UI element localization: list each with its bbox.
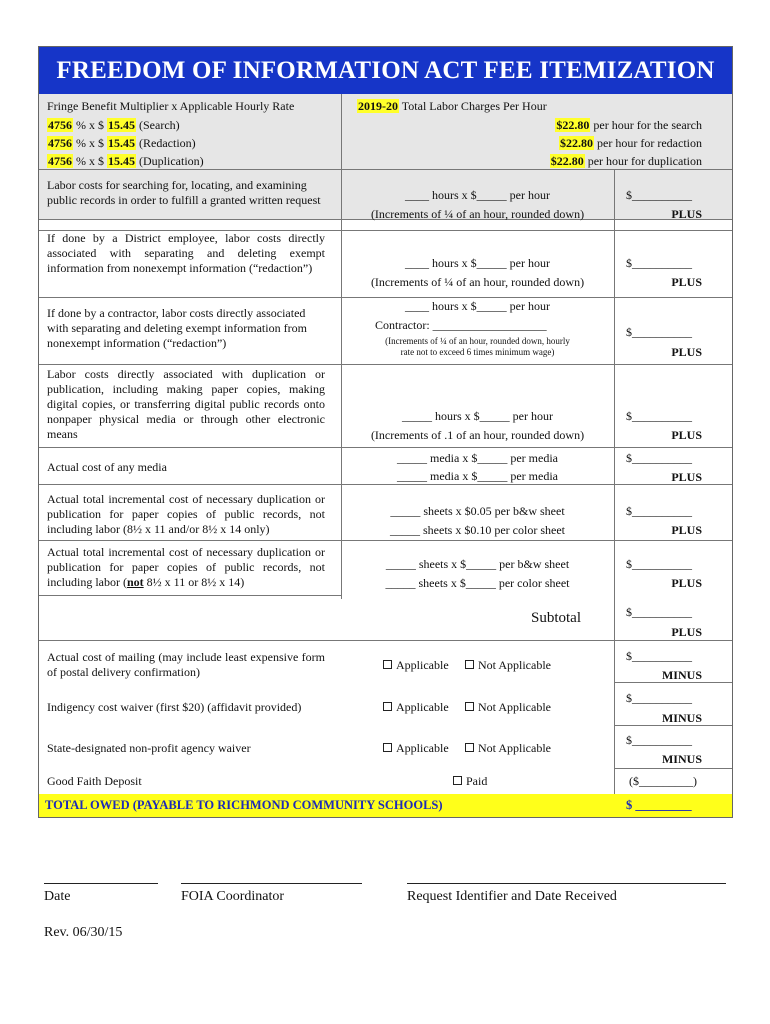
form-title: FREEDOM OF INFORMATION ACT FEE ITEMIZATION <box>39 47 732 95</box>
indigency-applicable[interactable] <box>383 700 449 715</box>
charge-search <box>555 118 702 133</box>
checkbox-icon[interactable] <box>383 702 392 711</box>
contractor-redaction-amount: $__________ <box>626 325 692 339</box>
option-label: Not Applicable <box>478 700 551 714</box>
media-desc: Actual cost of any media <box>47 460 167 474</box>
divider <box>39 540 732 541</box>
contractor-redaction-desc: If done by a contractor, labor costs directly associated with separating and deleting exempt information from nonexempt information (“redaction”) <box>47 306 307 350</box>
duplication-labor-desc: Labor costs directly associated with duplication or publication, including making paper copies, making digital copies, or transferring digital public records onto nonpaper physical media or through other electronic means <box>47 367 325 441</box>
mailing-desc: Actual cost of mailing (may include least expensive form of postal delivery confirmation) <box>47 650 325 679</box>
mailing-not-applicable[interactable] <box>465 658 551 673</box>
hourly-rate: 15.45 <box>108 154 135 168</box>
rate-kind: (Duplication) <box>139 154 204 168</box>
district-redaction-calc: ____ hours x $_____ per hour <box>405 256 550 270</box>
contractor-redaction-note2: rate not to exceed 6 times minimum wage) <box>400 347 555 357</box>
rate-operator: % x $ <box>76 118 104 132</box>
hourly-rate: 15.45 <box>108 118 135 132</box>
divider <box>39 640 341 641</box>
district-redaction-note: (Increments of ¼ of an hour, rounded down) <box>370 275 585 289</box>
deposit-amount: ($_________) <box>629 774 697 788</box>
coordinator-signature-line[interactable] <box>181 883 362 884</box>
rate-right-header-label: Total Labor Charges Per Hour <box>401 99 547 113</box>
nonprofit-op: MINUS <box>661 752 702 766</box>
dup-standard-amount: $__________ <box>626 504 692 518</box>
divider <box>341 640 732 641</box>
date-label: Date <box>44 889 71 904</box>
search-op: PLUS <box>671 207 702 221</box>
nonprofit-desc: State-designated non-profit agency waiver <box>47 741 251 755</box>
dup-standard-calc-2: _____ sheets x $0.10 per color sheet <box>390 523 565 537</box>
option-label: Applicable <box>396 741 449 755</box>
duplication-labor-amount: $__________ <box>626 409 692 423</box>
option-label: Paid <box>466 774 488 788</box>
checkbox-icon[interactable] <box>383 743 392 752</box>
subtotal-op: PLUS <box>671 625 702 639</box>
media-amount: $__________ <box>626 451 692 465</box>
contractor-redaction-op: PLUS <box>671 345 702 359</box>
media-op: PLUS <box>671 470 702 484</box>
dup-nonstandard-calc-2: _____ sheets x $_____ per color sheet <box>385 576 570 590</box>
checkbox-icon[interactable] <box>465 660 474 669</box>
dup-nonstandard-calc-1: _____ sheets x $_____ per b&w sheet <box>385 557 570 571</box>
district-redaction-amount: $__________ <box>626 256 692 270</box>
search-note: (Increments of ¼ of an hour, rounded down) <box>370 207 585 221</box>
indigency-not-applicable[interactable] <box>465 700 551 715</box>
nonprofit-amount: $__________ <box>626 733 692 747</box>
rate-row-search <box>47 118 180 133</box>
dup-nonstandard-desc <box>47 545 325 590</box>
divider <box>341 94 342 169</box>
nonprofit-not-applicable[interactable] <box>465 741 551 756</box>
divider <box>39 297 732 298</box>
rate-left-header: Fringe Benefit Multiplier x Applicable Hourly Rate <box>47 99 295 113</box>
checkbox-icon[interactable] <box>383 660 392 669</box>
mailing-applicable[interactable] <box>383 658 449 673</box>
charge-duplication <box>550 154 702 169</box>
search-calc: ____ hours x $_____ per hour <box>405 188 550 202</box>
total-owed-amount: $ _________ <box>626 798 692 812</box>
indigency-op: MINUS <box>661 711 702 725</box>
contractor-name-field[interactable]: Contractor: ___________________ <box>375 318 547 332</box>
divider <box>39 364 732 365</box>
checkbox-icon[interactable] <box>465 743 474 752</box>
indigency-desc: Indigency cost waiver (first $20) (affidavit provided) <box>47 700 302 714</box>
total-owed-row <box>39 794 732 817</box>
charge-text: per hour for duplication <box>587 154 702 168</box>
request-label: Request Identifier and Date Received <box>407 889 617 904</box>
divider <box>614 768 732 769</box>
charge-amount: $22.80 <box>550 154 584 168</box>
divider <box>614 169 615 599</box>
charge-amount: $22.80 <box>556 118 590 132</box>
date-signature-line[interactable] <box>44 883 158 884</box>
mailing-op: MINUS <box>661 668 702 682</box>
fiscal-year: 2019-20 <box>358 99 398 113</box>
dup-nonstandard-desc-post: 8½ x 11 or 8½ x 14) <box>143 575 245 589</box>
charge-text: per hour for redaction <box>597 136 702 150</box>
duplication-labor-note: (Increments of .1 of an hour, rounded down) <box>370 428 585 442</box>
fee-itemization-form <box>38 46 733 818</box>
divider <box>614 599 615 794</box>
checkbox-icon[interactable] <box>453 776 462 785</box>
rate-right-header <box>357 99 547 114</box>
charge-amount: $22.80 <box>560 136 594 150</box>
dup-nonstandard-amount: $__________ <box>626 557 692 571</box>
dup-standard-op: PLUS <box>671 523 702 537</box>
contractor-redaction-calc: ____ hours x $_____ per hour <box>405 299 550 313</box>
rate-row-duplication <box>47 154 204 169</box>
divider <box>39 595 341 596</box>
deposit-paid[interactable] <box>453 774 487 789</box>
divider <box>39 447 732 448</box>
hourly-rate: 15.45 <box>108 136 135 150</box>
fringe-percent: 4756 <box>48 154 72 168</box>
charge-text: per hour for the search <box>593 118 702 132</box>
revision-date: Rev. 06/30/15 <box>44 925 123 940</box>
option-label: Applicable <box>396 700 449 714</box>
coordinator-label: FOIA Coordinator <box>181 889 285 904</box>
contractor-redaction-note1: (Increments of ¼ of an hour, rounded down, hourly <box>385 336 570 346</box>
request-id-line[interactable] <box>407 883 726 884</box>
search-amount: $__________ <box>626 188 692 202</box>
subtotal-label: Subtotal <box>531 610 582 626</box>
dup-nonstandard-desc-pre: Actual total incremental cost of necessary duplication or publication for paper copies of public records, not including labor ( <box>47 545 325 589</box>
dup-nonstandard-not: not <box>126 575 144 589</box>
option-label: Not Applicable <box>478 658 551 672</box>
fringe-percent: 4756 <box>48 136 72 150</box>
dup-nonstandard-op: PLUS <box>671 576 702 590</box>
district-redaction-op: PLUS <box>671 275 702 289</box>
mailing-amount: $__________ <box>626 649 692 663</box>
dup-standard-calc-1: _____ sheets x $0.05 per b&w sheet <box>390 504 565 518</box>
duplication-labor-calc: _____ hours x $_____ per hour <box>402 409 553 423</box>
deposit-desc: Good Faith Deposit <box>47 774 142 788</box>
option-label: Applicable <box>396 658 449 672</box>
checkbox-icon[interactable] <box>465 702 474 711</box>
dup-standard-desc: Actual total incremental cost of necessary duplication or publication for paper copies of public records, not including labor (8½ x 11 and/or 8½ x 14 only) <box>47 492 325 536</box>
rate-operator: % x $ <box>76 154 104 168</box>
option-label: Not Applicable <box>478 741 551 755</box>
media-calc-2: _____ media x $_____ per media <box>397 469 558 483</box>
fringe-percent: 4756 <box>48 118 72 132</box>
charge-redaction <box>559 136 702 151</box>
search-labor-desc: Labor costs for searching for, locating, and examining public records in order to fulfill a granted written request <box>47 178 321 207</box>
divider <box>39 169 732 170</box>
subtotal-amount: $__________ <box>626 605 692 619</box>
rate-operator: % x $ <box>76 136 104 150</box>
rate-row-redaction <box>47 136 196 151</box>
district-redaction-desc: If done by a District employee, labor costs directly associated with separating and deleting exempt information from nonexempt information (“redaction”) <box>47 231 325 275</box>
indigency-amount: $__________ <box>626 691 692 705</box>
rate-kind: (Search) <box>139 118 180 132</box>
duplication-labor-op: PLUS <box>671 428 702 442</box>
total-owed-label: TOTAL OWED (PAYABLE TO RICHMOND COMMUNITY SCHOOLS) <box>45 798 443 812</box>
rate-kind: (Redaction) <box>139 136 196 150</box>
divider <box>39 484 732 485</box>
nonprofit-applicable[interactable] <box>383 741 449 756</box>
media-calc-1: _____ media x $_____ per media <box>397 451 558 465</box>
